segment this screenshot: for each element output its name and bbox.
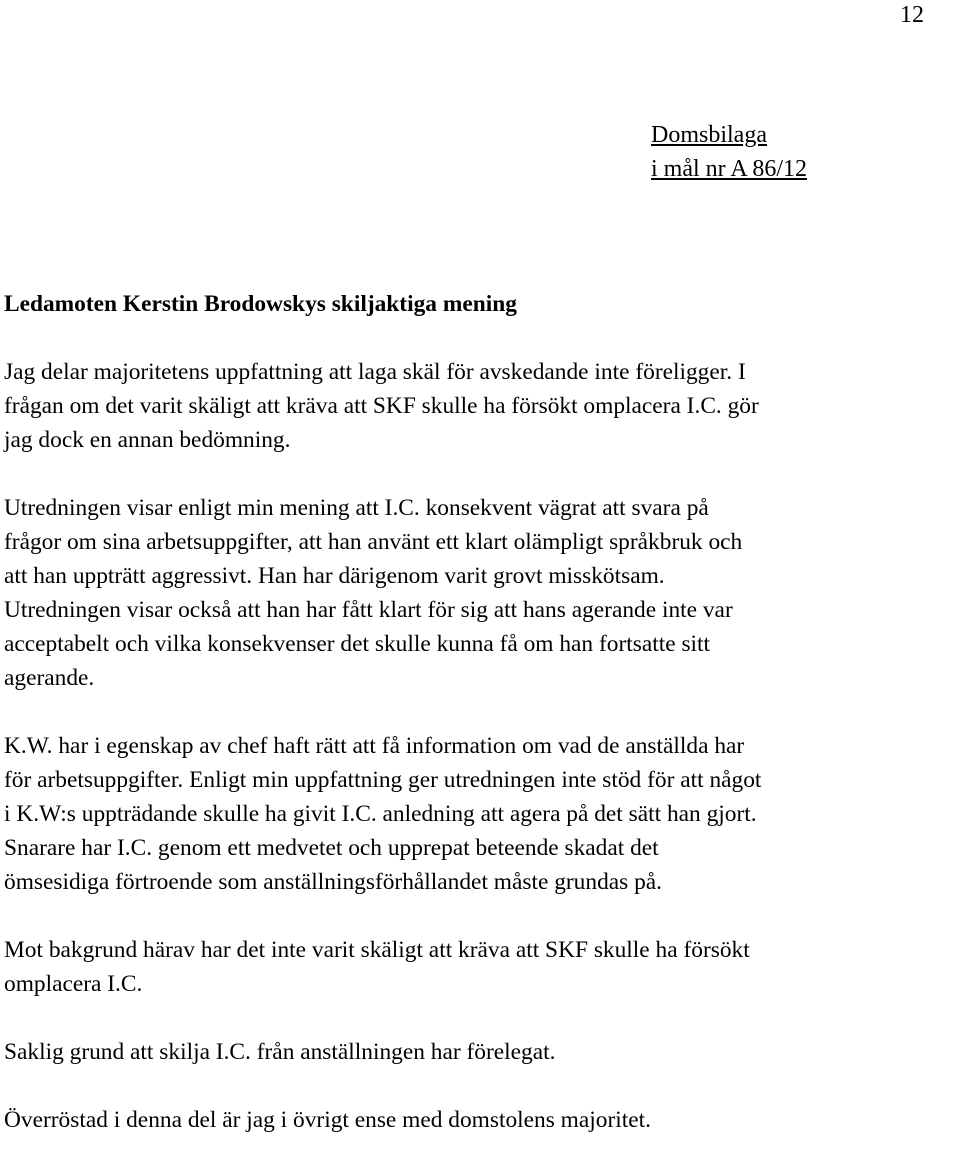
text-line: ömsesidiga förtroende som anställningsförhållandet måste grundas på. [4,869,663,895]
paragraph-investigation-conduct [4,491,954,593]
text-line: i K.W:s uppträdande skulle ha givit I.C. anledning att agera på det sätt han gjort. [4,801,757,827]
paragraph-investigation-awareness [4,593,954,695]
text-line: K.W. har i egenskap av chef haft rätt att få information om vad de anställda har [4,733,745,759]
paragraph-manager-rights [4,729,954,899]
paragraph-outvoted [4,1103,954,1137]
annex-reference [651,118,807,186]
text-line: Utredningen visar enligt min mening att I.C. konsekvent vägrat att svara på [4,495,709,521]
text-line: Överröstad i denna del är jag i övrigt ense med domstolens majoritet. [4,1107,651,1133]
document-body [4,287,954,1171]
text-line: omplacera I.C. [4,971,143,997]
paragraph-grounds [4,1035,954,1069]
text-line: Snarare har I.C. genom ett medvetet och upprepat beteende skadat det [4,835,659,861]
opinion-heading: Ledamoten Kerstin Brodowskys skiljaktiga mening [4,291,517,317]
annex-case-number: i mål nr A 86/12 [651,156,807,182]
text-line: Saklig grund att skilja I.C. från anställningen har förelegat. [4,1039,556,1065]
paragraph-relocation [4,933,954,1001]
text-line: acceptabelt och vilka konsekvenser det skulle kunna få om han fortsatte sitt [4,631,711,657]
text-line: Jag delar majoritetens uppfattning att laga skäl för avskedande inte föreligger. I [4,359,746,385]
text-line: att han uppträtt aggressivt. Han har därigenom varit grovt misskötsam. [4,563,665,589]
text-line: agerande. [4,665,95,691]
text-line: frågor om sina arbetsuppgifter, att han använt ett klart olämpligt språkbruk och [4,529,743,555]
text-line: Utredningen visar också att han har fått klart för sig att hans agerande inte var [4,597,733,623]
text-line: för arbetsuppgifter. Enligt min uppfattning ger utredningen inte stöd för att något [4,767,762,793]
paragraph-majority-view [4,355,954,457]
annex-title: Domsbilaga [651,122,767,148]
text-line: jag dock en annan bedömning. [4,427,291,453]
text-line: Mot bakgrund härav har det inte varit skäligt att kräva att SKF skulle ha försökt [4,937,750,963]
page-number: 12 [900,2,924,28]
text-line: frågan om det varit skäligt att kräva att SKF skulle ha försökt omplacera I.C. gör [4,393,759,419]
